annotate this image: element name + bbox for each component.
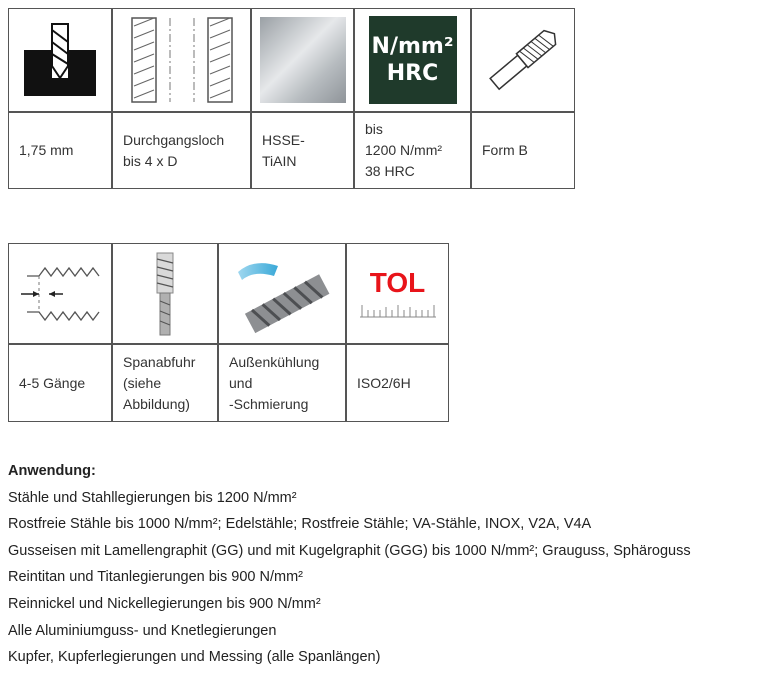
spec-material-label: HSSE- TiAIN xyxy=(251,112,354,189)
ruler-scale-icon xyxy=(358,299,438,321)
spec-chip-label: Spanabfuhr (siehe Abbildung) xyxy=(112,344,218,422)
strength-badge-icon xyxy=(354,8,471,112)
application-line: Stähle und Stahllegierungen bis 1200 N/mm² xyxy=(8,489,297,506)
spec-hole-label: Durchgangsloch bis 4 x D xyxy=(112,112,251,189)
spec-cooling-label: Außenkühlung und -Schmierung xyxy=(218,344,346,422)
application-line: Kupfer, Kupferlegierungen und Messing (alle Spanlängen) xyxy=(8,649,381,666)
strength-badge xyxy=(369,16,457,104)
coating-surface-icon xyxy=(251,8,354,112)
application-heading: Anwendung: xyxy=(8,463,96,479)
spec-tolerance-label: ISO2/6H xyxy=(346,344,449,422)
chip-removal-icon xyxy=(112,243,218,344)
application-line: Reinnickel und Nickellegierungen bis 900 N/mm² xyxy=(8,595,321,612)
tap-form-icon xyxy=(471,8,575,112)
spec-form-label: Form B xyxy=(471,112,575,189)
drill-depth-icon xyxy=(8,8,112,112)
spec-pitch-label: 1,75 mm xyxy=(8,112,112,189)
tolerance-text: TOL xyxy=(369,266,426,298)
application-line: Gusseisen mit Lamellengraphit (GG) und mit Kugelgraphit (GGG) bis 1000 N/mm²; Grauguss, Sphäroguss xyxy=(8,542,691,559)
external-cooling-icon xyxy=(218,243,346,344)
tolerance-icon xyxy=(346,243,449,344)
through-hole-icon xyxy=(112,8,251,112)
spec-threads-label: 4-5 Gänge xyxy=(8,344,112,422)
application-line: Reintitan und Titanlegierungen bis 900 N/mm² xyxy=(8,569,303,586)
application-section xyxy=(8,458,691,671)
spec-strength-label: bis 1200 N/mm² 38 HRC xyxy=(354,112,471,189)
application-line: Alle Aluminiumguss- und Knetlegierungen xyxy=(8,622,277,639)
thread-pitch-icon xyxy=(8,243,112,344)
badge-hrc-text: HRC xyxy=(386,61,439,86)
badge-unit-text: N/mm² xyxy=(371,34,454,59)
application-line: Rostfreie Stähle bis 1000 N/mm²; Edelstähle; Rostfreie Stähle; VA-Stähle, INOX, V2A, V4A xyxy=(8,516,592,533)
